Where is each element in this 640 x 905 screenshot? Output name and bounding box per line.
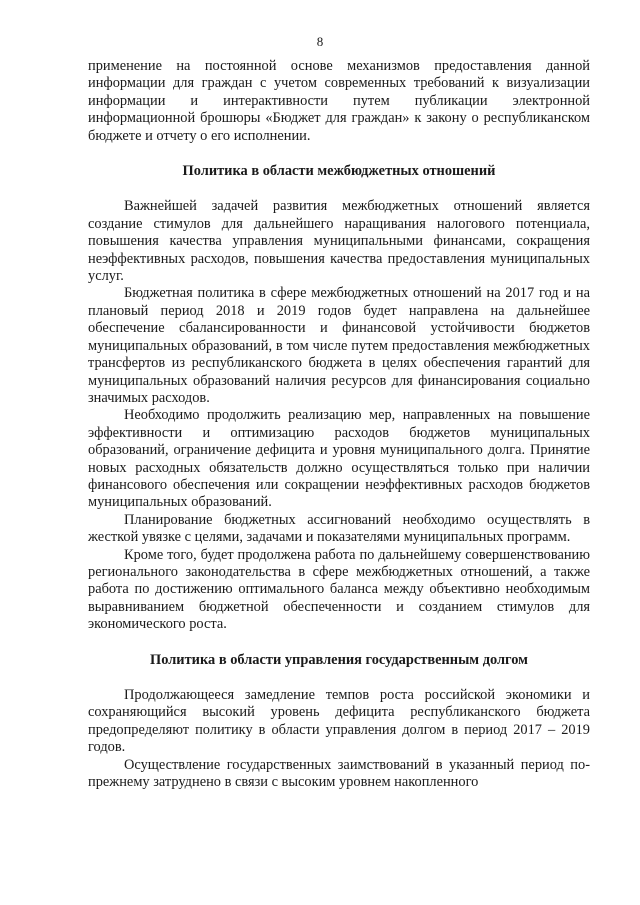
paragraph: Бюджетная политика в сфере межбюджетных отношений на 2017 год и на плановый период 2018 и 2019 годов будет направлена на дальнейшее обеспечение сбалансированности и финансовой устойчивости бюджетов муниципальных образований, в том числе путем предоставления межбюджетных трансфертов из республиканского бюджета в целях обеспечения гарантий для муниципальных образований наличия ресурсов для финансирования социально значимых расходов. <box>88 285 590 406</box>
section-heading-interbudget: Политика в области межбюджетных отношений <box>182 163 496 180</box>
paragraph: Осуществление государственных заимствований в указанный период по-прежнему затруднено в связи с высоким уровнем накопленного <box>88 756 590 791</box>
paragraph: Важнейшей задачей развития межбюджетных отношений является создание стимулов для дальнейшего наращивания налогового потенциала, повышения качества управления муниципальными финансами, сокращения неэффективных расходов, повышения качества предоставления муниципальных услуг. <box>88 198 590 285</box>
page-number: 8 <box>316 34 324 49</box>
paragraph: Кроме того, будет продолжена работа по дальнейшему совершенствованию регионального законодательства в сфере межбюджетных отношений, а также работа по достижению оптимального баланса между объективно необходимым выравниванием бюджетной обеспеченности и созданием стимулов для экономического роста. <box>88 546 590 633</box>
section-heading-public-debt: Политика в области управления государственным долгом <box>150 651 528 668</box>
intro-paragraph: применение на постоянной основе механизмов предоставления данной информации для граждан с учетом современных требований к визуализации информации и интерактивности путем публикации электронной информационной брошюры «Бюджет для граждан» к закону о республиканском бюджете и отчету о его исполнении. <box>88 58 590 144</box>
paragraph: Планирование бюджетных ассигнований необходимо осуществлять в жесткой увязке с целями, задачами и показателями муниципальных программ. <box>88 511 590 546</box>
paragraph: Продолжающееся замедление темпов роста российской экономики и сохраняющийся высокий уровень дефицита республиканского бюджета предопределяют политику в области управления долгом в период 2017 – 2019 годов. <box>88 687 590 756</box>
paragraph: Необходимо продолжить реализацию мер, направленных на повышение эффективности и оптимизацию расходов бюджетов муниципальных образований, ограничение дефицита и уровня муниципального долга. Принятие новых расходных обязательств должно осуществляться только при наличии финансового обеспечения или сокращении неэффективных расходов бюджетов муниципальных образований. <box>88 407 590 511</box>
page-content <box>88 58 590 791</box>
